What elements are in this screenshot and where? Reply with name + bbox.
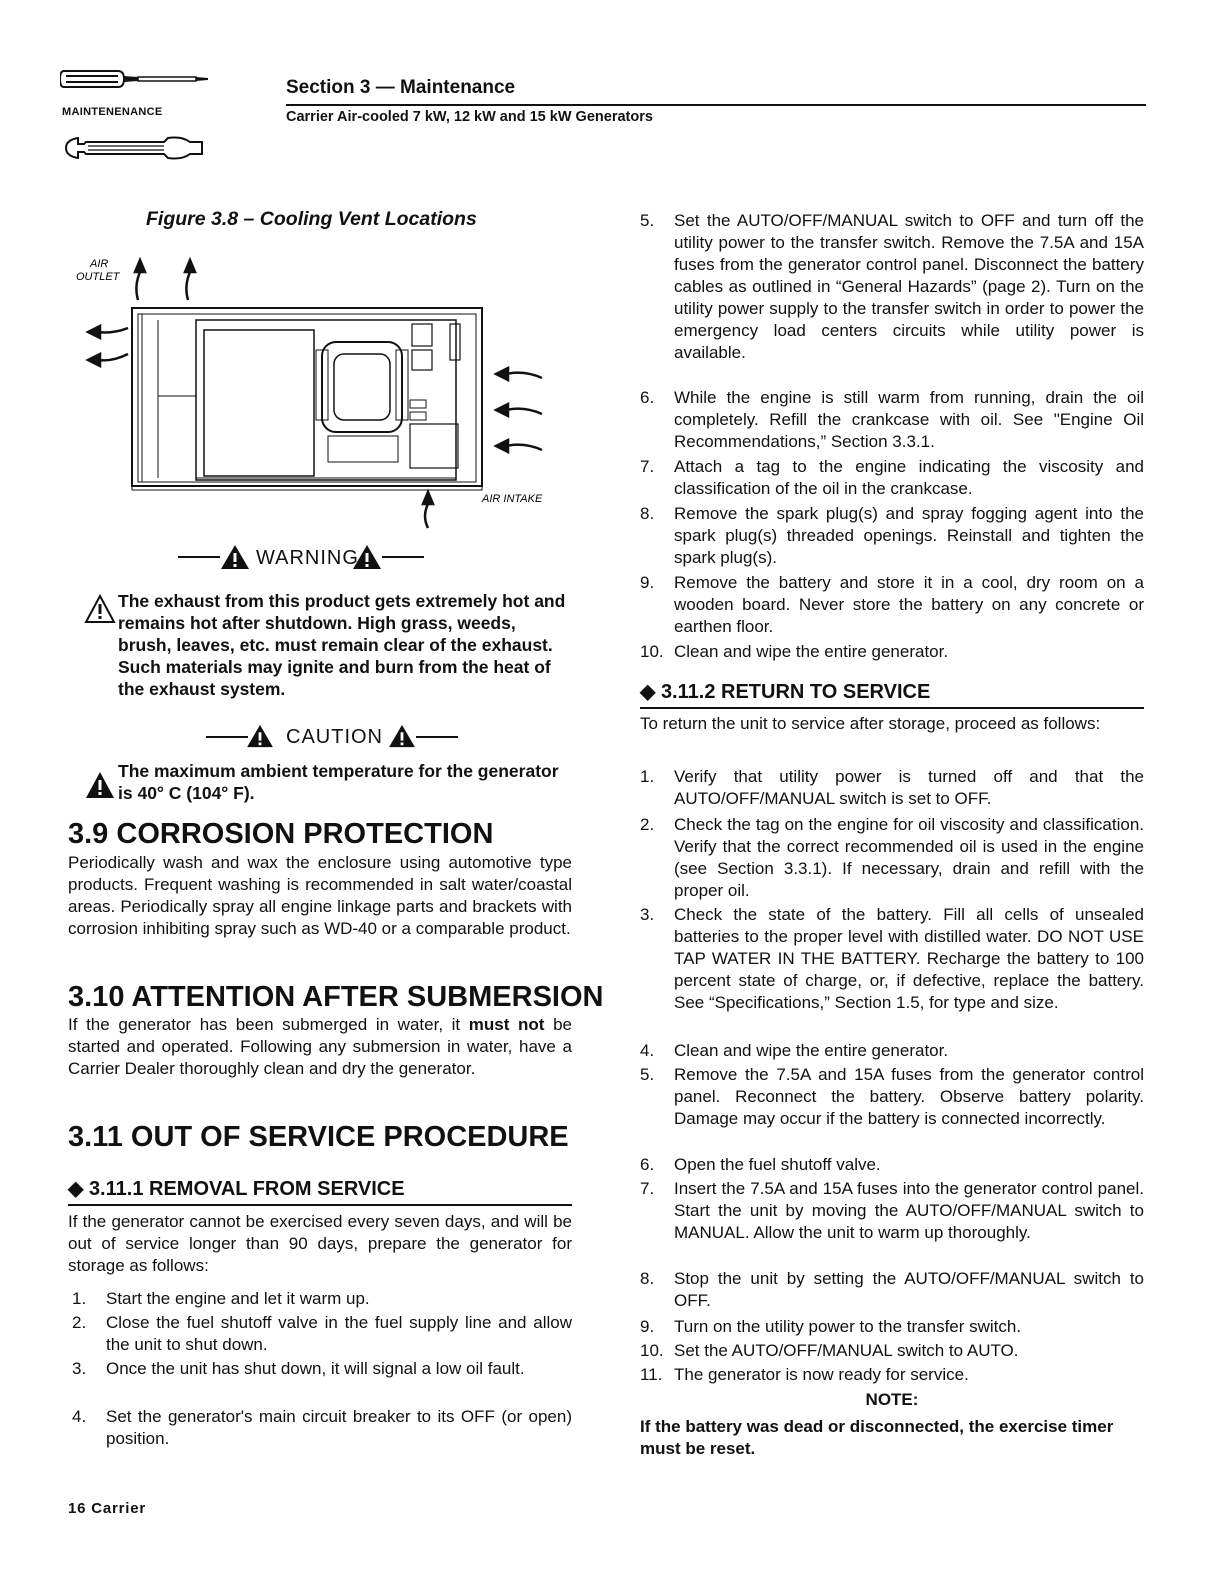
step-number: 3.: [640, 905, 655, 924]
intake-arrows-left: [496, 368, 542, 452]
step-number: 9.: [640, 573, 655, 592]
return-step: [640, 766, 1144, 810]
step-number: 5.: [640, 211, 655, 230]
air-outlet-label: AIR: [90, 258, 109, 270]
removal-intro: If the generator cannot be exercised every seven days, and will be out of service longer than 90 days, prepare the generator for storage as follows:: [68, 1212, 572, 1275]
return-step: [640, 1064, 1144, 1130]
caution-icon-right: [388, 724, 416, 748]
removal-step: [640, 503, 1144, 569]
heading-attention-after-submersion: 3.10 ATTENTION AFTER SUBMERSION: [68, 981, 604, 1013]
removal-step: [640, 641, 1144, 663]
outlet-arrows-left: [88, 326, 128, 366]
step-text: Attach a tag to the engine indicating the viscosity and classification of the oil in the crankcase.: [674, 457, 1144, 498]
removal-step: [72, 1288, 572, 1310]
return-step: [640, 1178, 1144, 1244]
air-outlet-label-2: OUTLET: [76, 271, 120, 283]
screwdriver-icon: [60, 68, 210, 90]
step-number: 11.: [640, 1365, 663, 1384]
return-step: [640, 1268, 1144, 1312]
step-number: 3.: [72, 1359, 87, 1378]
step-text: Verify that utility power is turned off and that the AUTO/OFF/MANUAL switch is set to OFF.: [674, 767, 1144, 808]
caution-icon: [246, 724, 274, 748]
document-subtitle: Carrier Air-cooled 7 kW, 12 kW and 15 kW Generators: [286, 109, 653, 125]
step-number: 2.: [72, 1313, 87, 1332]
warning-text: The exhaust from this product gets extremely hot and remains hot after shutdown. High grass, weeds, brush, leaves, etc. must remain clear of the exhaust. Such materials may ignite and burn from the heat of the exhaust system.: [118, 591, 566, 699]
step-number: 1.: [640, 767, 655, 786]
warning-icon: [220, 544, 250, 570]
generator-enclosure: [132, 308, 482, 490]
heading-removal-from-service: ◆ 3.11.1 REMOVAL FROM SERVICE: [68, 1178, 405, 1200]
wrench-icon: [64, 132, 204, 164]
note-heading: NOTE:: [865, 1390, 919, 1409]
return-step: [640, 904, 1144, 1014]
note-text: If the battery was dead or disconnected, the exercise timer must be reset.: [640, 1417, 1114, 1458]
return-step: [640, 1364, 1144, 1386]
maintenance-icon-label: MAINTENENANCE: [62, 106, 163, 118]
return-step: [640, 1316, 1144, 1338]
outlet-arrows-up: [135, 260, 195, 300]
removal-step: [640, 210, 1144, 364]
air-intake-label: AIR INTAKE: [482, 493, 543, 505]
caution-header: [96, 718, 516, 752]
removal-rule: [68, 1204, 572, 1206]
step-number: 8.: [640, 504, 655, 523]
step-text: Turn on the utility power to the transfer switch.: [674, 1317, 1022, 1336]
step-text: Remove the 7.5A and 15A fuses from the generator control panel. Reconnect the battery. Observe battery polarity. Damage may occur if the battery is connected incorrectly.: [674, 1065, 1144, 1128]
step-text: Set the AUTO/OFF/MANUAL switch to AUTO.: [674, 1341, 1019, 1360]
warning-header: [96, 540, 516, 574]
heading-return-to-service: ◆ 3.11.2 RETURN TO SERVICE: [640, 681, 931, 703]
step-text: Once the unit has shut down, it will signal a low oil fault.: [106, 1359, 525, 1378]
step-text: Remove the battery and store it in a cool, dry room on a wooden board. Never store the battery on any concrete or earthen floor.: [674, 573, 1144, 636]
figure-caption: Figure 3.8 – Cooling Vent Locations: [146, 208, 477, 230]
removal-step: [640, 572, 1144, 638]
return-step: [640, 1154, 1144, 1176]
step-number: 10.: [640, 1341, 664, 1360]
return-step: [640, 1340, 1144, 1362]
step-text: Set the generator's main circuit breaker to its OFF (or open) position.: [106, 1407, 572, 1448]
step-number: 6.: [640, 1155, 655, 1174]
heading-corrosion-protection: 3.9 CORROSION PROTECTION: [68, 818, 494, 850]
step-number: 5.: [640, 1065, 655, 1084]
submersion-body-2: be started and operated. Following any submersion in water, have a Carrier Dealer thoroughly clean and dry the generator.: [68, 1015, 572, 1078]
section-title: Section 3 — Maintenance: [286, 77, 516, 98]
return-intro: To return the unit to service after storage, proceed as follows:: [640, 714, 1101, 733]
warning-title: WARNING: [256, 547, 359, 569]
step-number: 7.: [640, 1179, 655, 1198]
step-text: Open the fuel shutoff valve.: [674, 1155, 881, 1174]
step-number: 1.: [72, 1289, 87, 1308]
return-rule: [640, 707, 1144, 709]
intake-arrow-up: [423, 492, 433, 528]
submersion-body-1: If the generator has been submerged in water, it: [68, 1015, 469, 1034]
step-number: 2.: [640, 815, 655, 834]
step-text: Close the fuel shutoff valve in the fuel supply line and allow the unit to shut down.: [106, 1313, 572, 1354]
removal-step: [72, 1312, 572, 1356]
step-number: 7.: [640, 457, 655, 476]
return-step: [640, 814, 1144, 902]
step-text: Start the engine and let it warm up.: [106, 1289, 370, 1308]
step-text: Remove the spark plug(s) and spray fogging agent into the spark plug(s) threaded openings. Reinstall and tighten the spark plug(s).: [674, 504, 1144, 567]
step-number: 10.: [640, 642, 664, 661]
removal-step: [72, 1406, 572, 1450]
step-text: Clean and wipe the entire generator.: [674, 1041, 949, 1060]
step-text: Set the AUTO/OFF/MANUAL switch to OFF and turn off the utility power to the transfer switch. Remove the 7.5A and 15A fuses from the generator control panel. Disconnect the battery cables as outlined in “General Hazards” (page 2). Turn on the utility power supply to the transfer switch in order to power the emergency load centers circuits while utility power is available.: [674, 211, 1144, 362]
removal-step: [640, 387, 1144, 453]
corrosion-body: Periodically wash and wax the enclosure using automotive type products. Frequent washing is recommended in salt water/coastal areas. Periodically spray all engine linkage parts and brackets with corrosion inhibiting spray such as WD-40 or a comparable product.: [68, 853, 572, 938]
step-text: Insert the 7.5A and 15A fuses into the generator control panel. Start the unit by moving the AUTO/OFF/MANUAL switch to MANUAL. Allow the unit to warm up thoroughly.: [674, 1179, 1144, 1242]
step-text: Stop the unit by setting the AUTO/OFF/MANUAL switch to OFF.: [674, 1269, 1144, 1310]
warning-icon-right: [352, 544, 382, 570]
step-text: While the engine is still warm from running, drain the oil completely. Refill the crankcase with oil. See "Engine Oil Recommendations,” Section 3.3.1.: [674, 388, 1144, 451]
removal-step: [640, 456, 1144, 500]
caution-body-icon: [84, 770, 116, 800]
cooling-vent-diagram: [72, 250, 572, 530]
step-text: Check the tag on the engine for oil viscosity and classification. Verify that the correct recommended oil is used in the engine (see Section 3.3.1). If necessary, drain and refill with the proper oil.: [674, 815, 1144, 900]
step-text: The generator is now ready for service.: [674, 1365, 969, 1384]
step-number: 8.: [640, 1269, 655, 1288]
removal-step: [72, 1358, 572, 1380]
step-number: 6.: [640, 388, 655, 407]
step-number: 4.: [72, 1407, 87, 1426]
step-number: 9.: [640, 1317, 655, 1336]
submersion-body: [68, 1014, 572, 1080]
step-number: 4.: [640, 1041, 655, 1060]
step-text: Check the state of the battery. Fill all cells of unsealed batteries to the proper level with distilled water. DO NOT USE TAP WATER IN THE BATTERY. Recharge the battery to 100 percent state of charge, or, if defective, replace the battery. See “Specifications,” Section 1.5, for type and size.: [674, 905, 1144, 1012]
header-rule: [286, 104, 1146, 106]
caution-title: CAUTION: [286, 726, 383, 748]
warning-body-icon: [84, 594, 116, 624]
return-step: [640, 1040, 1144, 1062]
heading-out-of-service: 3.11 OUT OF SERVICE PROCEDURE: [68, 1121, 569, 1153]
caution-text: The maximum ambient temperature for the generator is 40° C (104° F).: [118, 761, 559, 803]
page-footer: 16 Carrier: [68, 1500, 147, 1517]
step-text: Clean and wipe the entire generator.: [674, 642, 949, 661]
submersion-body-bold: must not: [468, 1015, 545, 1034]
